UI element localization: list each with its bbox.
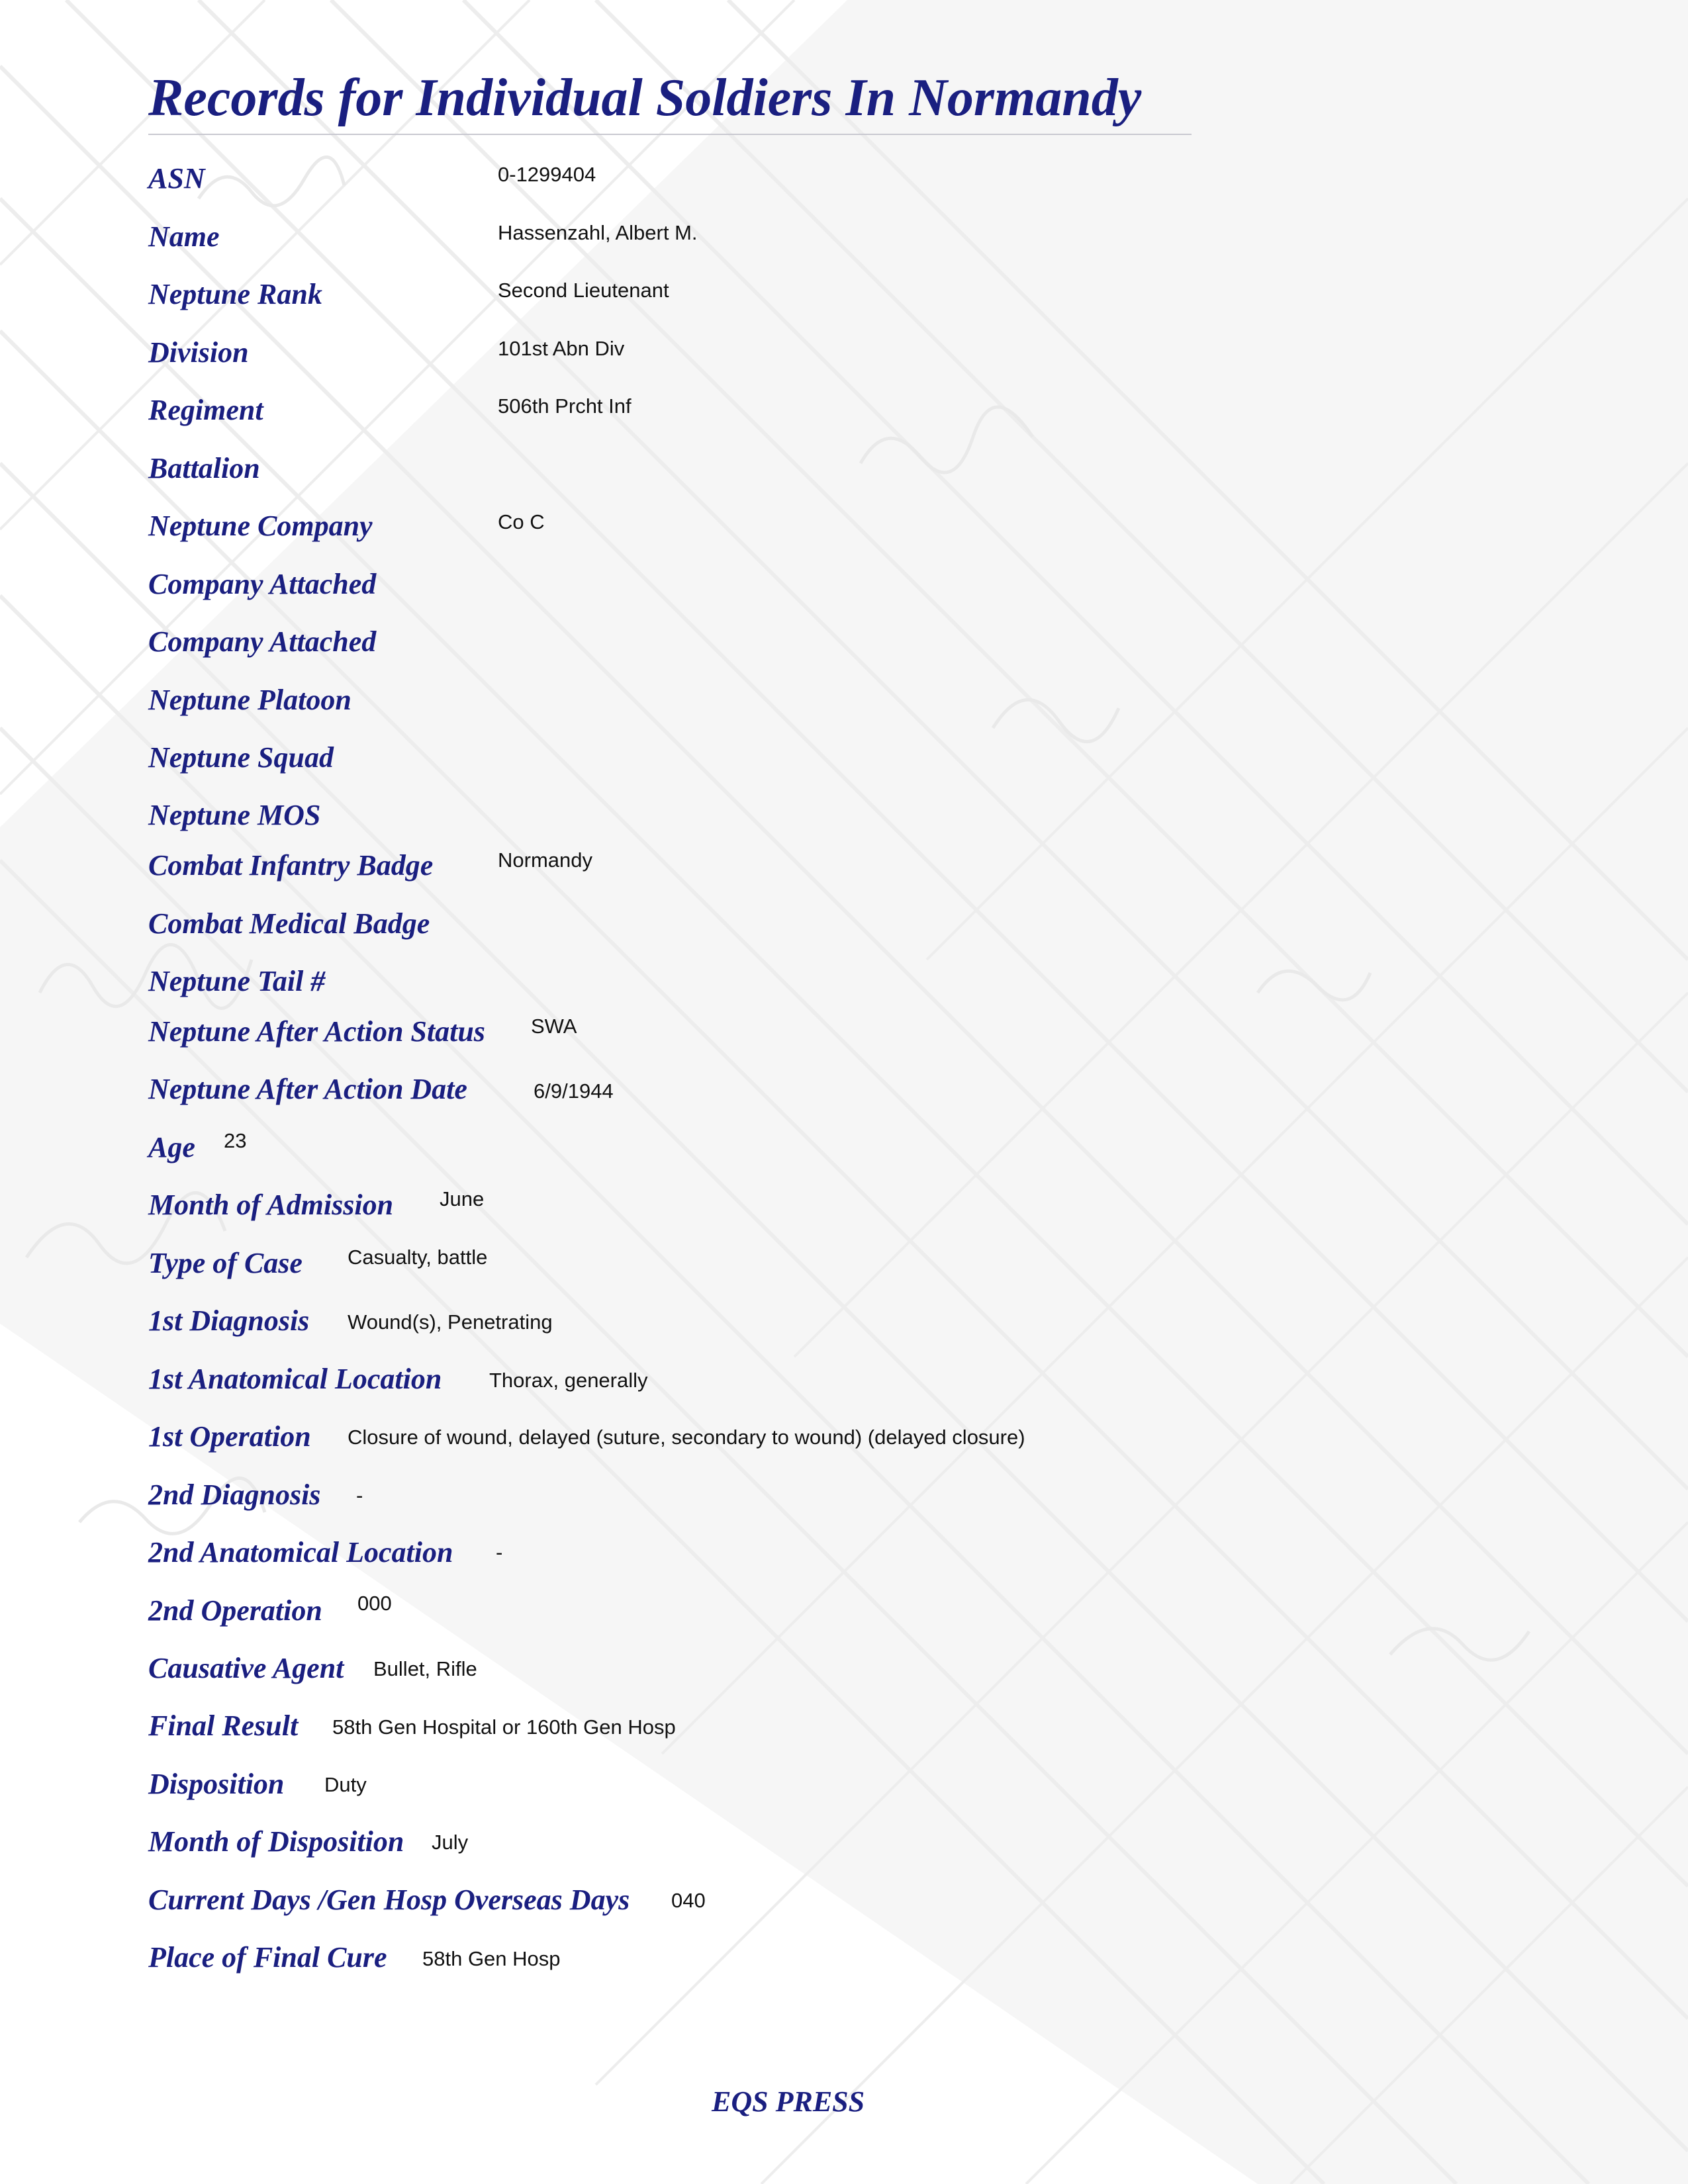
field-value: Duty — [324, 1773, 367, 1796]
field-value: June — [440, 1187, 485, 1210]
field-value: Hassenzahl, Albert M. — [498, 221, 698, 244]
field-value: 101st Abn Div — [498, 337, 625, 360]
field-label: Neptune Rank — [148, 278, 322, 310]
field-label: Neptune After Action Status — [148, 1015, 485, 1048]
field-value: Second Lieutenant — [498, 279, 669, 302]
field-value: Wound(s), Penetrating — [348, 1310, 553, 1334]
field-value: 6/9/1944 — [534, 1079, 614, 1103]
field-value: 000 — [357, 1592, 392, 1615]
field-label: Age — [148, 1131, 195, 1163]
field-label: 1st Operation — [148, 1420, 311, 1453]
field-value: - — [356, 1484, 363, 1507]
field-label: 1st Anatomical Location — [148, 1363, 442, 1395]
field-label: 2nd Anatomical Location — [148, 1536, 453, 1569]
field-label: Neptune MOS — [148, 799, 321, 831]
field-label: 2nd Operation — [148, 1594, 322, 1627]
field-label: 2nd Diagnosis — [148, 1479, 321, 1511]
field-label: Neptune After Action Date — [148, 1073, 467, 1105]
field-label: Combat Medical Badge — [148, 907, 430, 940]
field-value: 58th Gen Hosp — [422, 1947, 561, 1970]
field-label: Regiment — [148, 394, 263, 426]
title-divider — [148, 134, 1192, 135]
page-title: Records for Individual Soldiers In Normandy — [148, 69, 1142, 127]
field-label: Battalion — [148, 452, 260, 484]
field-label: Disposition — [148, 1768, 285, 1800]
field-value: 506th Prcht Inf — [498, 394, 632, 418]
field-value: Bullet, Rifle — [373, 1657, 477, 1680]
field-label: Neptune Company — [148, 510, 373, 542]
field-value: 040 — [671, 1889, 706, 1912]
field-value: July — [432, 1831, 469, 1854]
field-value: 58th Gen Hospital or 160th Gen Hosp — [332, 1715, 676, 1739]
field-label: Combat Infantry Badge — [148, 849, 434, 882]
field-label: Company Attached — [148, 625, 377, 658]
field-value: Casualty, battle — [348, 1246, 488, 1269]
field-label: Neptune Platoon — [148, 684, 352, 716]
field-label: Division — [148, 336, 249, 369]
field-label: Name — [148, 220, 220, 253]
field-label: Type of Case — [148, 1247, 303, 1279]
field-label: 1st Diagnosis — [148, 1304, 310, 1337]
field-value: - — [496, 1541, 503, 1564]
field-label: Current Days /Gen Hosp Overseas Days — [148, 1884, 630, 1916]
field-value: Normandy — [498, 848, 592, 872]
field-value: 23 — [224, 1129, 247, 1152]
field-label: Company Attached — [148, 568, 377, 600]
field-label: Causative Agent — [148, 1652, 344, 1684]
field-label: Neptune Squad — [148, 741, 334, 774]
field-label: Place of Final Cure — [148, 1941, 387, 1974]
field-value: Closure of wound, delayed (suture, secondary to wound) (delayed closure) — [348, 1426, 1025, 1449]
field-label: Final Result — [148, 1709, 299, 1742]
field-value: Co C — [498, 510, 545, 533]
field-value: 0-1299404 — [498, 163, 596, 186]
field-value: SWA — [531, 1015, 577, 1038]
field-value: Thorax, generally — [489, 1369, 648, 1392]
field-label: Neptune Tail # — [148, 965, 326, 997]
field-label: ASN — [148, 162, 205, 195]
field-label: Month of Admission — [148, 1189, 394, 1221]
publisher-footer: EQS PRESS — [712, 2085, 865, 2118]
field-label: Month of Disposition — [148, 1825, 404, 1858]
